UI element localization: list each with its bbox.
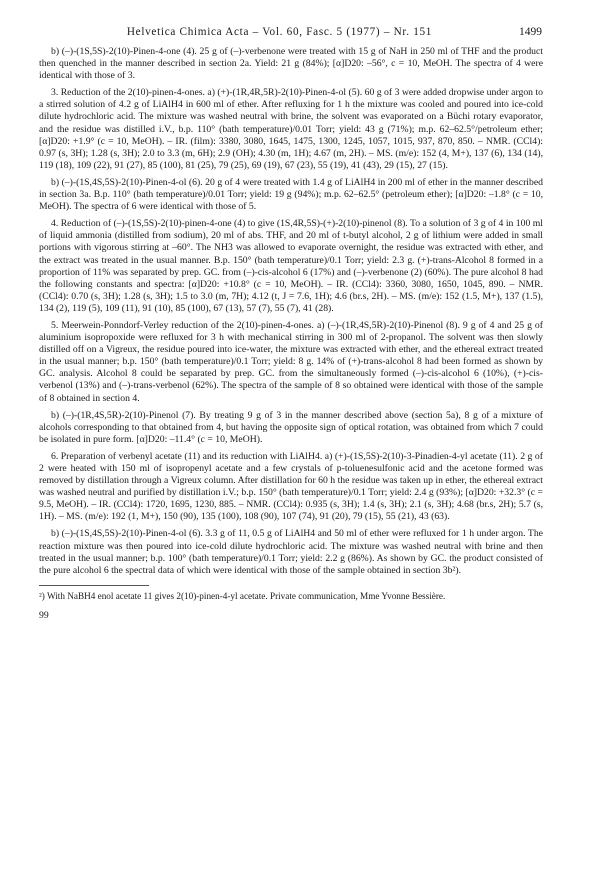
paragraph-3b-pinenol-6: b) (–)-(1S,4S,5S)-2(10)-Pinen-4-ol (6). 20 g of 4 were treated with 1.4 g of LiAlH4 in 200 ml of ether in the manner described in section 3a. B.p. 110° (bath temperature)/0.01 Torr; yield: 19 g (94%); m.p. 62–62.5° (petroleum ether); [α]D20: –1.8° (c = 10, MeOH). The spectra of 6 were identical with those of 5. <box>39 176 543 213</box>
paragraph-2b-pinenone-4: b) (–)-(1S,5S)-2(10)-Pinen-4-one (4). 25 g of (–)-verbenone were treated with 15 g of NaH in 250 ml of THF and the product then quenched in the manner described in section 2a. Yield: 21 g (84%); [α]D20: –56°, c = 10, MeOH. The spectra of 4 were identical with those of 3. <box>39 46 543 82</box>
paragraph-5a-mpv-reduction: 5. Meerwein-Ponndorf-Verley reduction of the 2(10)-pinen-4-ones. a) (–)-(1R,4S,5R)-2(10)-Pinenol (8). 9 g of 4 and 25 g of aluminium isopropoxide were refluxed for 3 h with mechanical stirring in 300 ml of 2-propanol. The solvent was then slowly distilled off on a Vigreux, the residue poured into ice-water, the mixture was extracted with ether, and the ethereal extract treated in the usual manner; b.p. 150° (bath temperature)/0.1 Torr; yield: 8 g. 14% of (+)-trans-alcohol 8 had been formed as shown by GC. analysis. Alcohol 8 could be separated by prep. GC. from the simultaneously formed (–)-cis-alcohol 6 (10%), (+)-cis-verbenol (13%) and (–)-trans-verbenol (62%). The spectra of the sample of 8 so obtained were identical with those of the sample of 8 obtained in section 4. <box>39 319 543 404</box>
running-title: Helvetica Chimica Acta – Vol. 60, Fasc. 5 (1977) – Nr. 151 <box>126 26 433 38</box>
paragraph-6a-verbenyl-acetate: 6. Preparation of verbenyl acetate (11) and its reduction with LiAlH4. a) (+)-(1S,5S)-2(10)-3-Pinadien-4-yl acetate (11). 2 g of 2 were heated with 150 ml of isopropenyl acetate and a few crystals of p-toluenesulfonic acid and the acetone formed was removed by distillation through a Vigreux column. After distillation for 60 h the residue was taken up in ether, the ethereal extract was washed neutral and purified by distillation i.V.; b.p. 150° (bath temperature)/0.1 Torr; yield: 2.4 g (93%); [α]D20: +32.3° (c = 9.5, MeOH). – IR. (CCl4): 1720, 1695, 1230, 885. – NMR. (CCl4): 0.935 (s, 3H); 1.4 (s, 3H); 2.1 (s, 3H); 4.68 (br.s, 2H); 5.7 (s, 1H). – MS. (m/e): 192 (1, M+), 150 (90), 135 (100), 108 (90), 107 (74), 91 (20), 79 (15), 55 (21), 43 (63). <box>39 450 543 523</box>
paragraph-5b-pinenol-7: b) (–)-(1R,4S,5R)-2(10)-Pinenol (7). By treating 9 g of 3 in the manner described above (section 5a), 8 g of a mixture of alcohols corresponding to that obtained from 4, but having the opposite sign of optical rotation, was obtained from which 7 could be isolated in pure form. [α]D20: –11.4° (c = 10, MeOH). <box>39 409 543 445</box>
paragraph-6b-lialh4-reduction: b) (–)-(1S,4S,5S)-2(10)-Pinen-4-ol (6). 3.3 g of 11, 0.5 g of LiAlH4 and 50 ml of ether were refluxed for 1 h under argon. The reaction mixture was then poured into ice-cold dilute hydrochloric acid. The mixture was washed neutral with brine and then treated in the usual manner; b.p. 100° (bath temperature)/0.1 Torr; yield: 2.2 g (86%). As shown by GC. the product consisted of the pure alcohol 6 the spectral data of which were identical with those of the sample obtained in section 3b²). <box>39 528 543 576</box>
footnote: ²) With NaBH4 enol acetate 11 gives 2(10)-pinen-4-yl acetate. Private communication, Mme Yvonne Bessière. <box>39 590 446 601</box>
footnote-divider <box>39 585 149 586</box>
paragraph-3a-reduction: 3. Reduction of the 2(10)-pinen-4-ones. a) (+)-(1R,4R,5R)-2(10)-Pinen-4-ol (5). 60 g of 3 were added dropwise under argon to a stirred solution of 4.2 g of LiAlH4 in 600 ml of ether. After refluxing for 1 h the mixture was cooled and poured into ice-cold dilute hydrochloric acid. The mixture was washed neutral with brine, the solvent was evaporated on a Büchi rotary evaporator, and the residue was distilled i.V., b.p. 110° (bath temperature)/0.01 Torr; yield: 43 g (71%); m.p. 62–62.5°/petroleum ether; [α]D20: +1.9° (c = 10, MeOH). – IR. (film): 3380, 3080, 1645, 1475, 1300, 1245, 1057, 1015, 937, 870, 850. – NMR. (CCl4): 0.97 (s, 3H); 1.28 (s, 3H); 2.0 to 3.3 (m, 6H); 2.9 (OH); 4.30 (m, 1H); 4.67 (m, 2H). – MS. (m/e): 152 (4, M+), 137 (6), 134 (14), 119 (18), 109 (22), 91 (27), 85 (100), 81 (25), 79 (25), 69 (19), 67 (23), 55 (19), 41 (43), 29 (15), 27 (15). <box>39 87 543 171</box>
running-header <box>40 26 542 38</box>
article-body <box>39 46 543 621</box>
paragraph-4-birch-reduction: 4. Reduction of (–)-(1S,5S)-2(10)-pinen-4-one (4) to give (1S,4R,5S)-(+)-2(10)-pinenol (8). To a solution of 3 g of 4 in 100 ml of liquid ammonia (distilled from sodium), 20 ml of abs. THF, and 20 ml of t-butyl alcohol, 2 g of lithium were added in small portions with vigorous stirring at –60°. The NH3 was allowed to evaporate overnight, the residue was extracted with ether, and the extract was treated in the usual manner. B.p. 150° (bath temperature)/0.1 Torr; yield: 2.3 g. (+)-trans-Alcohol 8 formed in a proportion of 11% was separated by prep. GC. from (–)-cis-alcohol 6 (17%) and (–)-verbenone (2) (60%). The pure alcohol 8 had the following constants and spectra: [α]D20: +10.8° (c = 10, MeOH). – IR. (CCl4): 3360, 3080, 1650, 1045, 890. – NMR. (CCl4): 0.70 (s, 3H); 1.28 (s, 3H); 1.5 to 3.0 (m, 7H); 4.12 (t, J = 7.6, 1H); 4.6 (br.s, 2H). – MS. (m/e): 152 (1.5, M+), 137 (1.5), 134 (2), 119 (5), 109 (11), 91 (10), 85 (100), 67 (13), 57 (7), 55 (7), 41 (28). <box>39 218 543 314</box>
folio-number: 99 <box>39 610 49 622</box>
page-number: 1499 <box>519 26 542 38</box>
